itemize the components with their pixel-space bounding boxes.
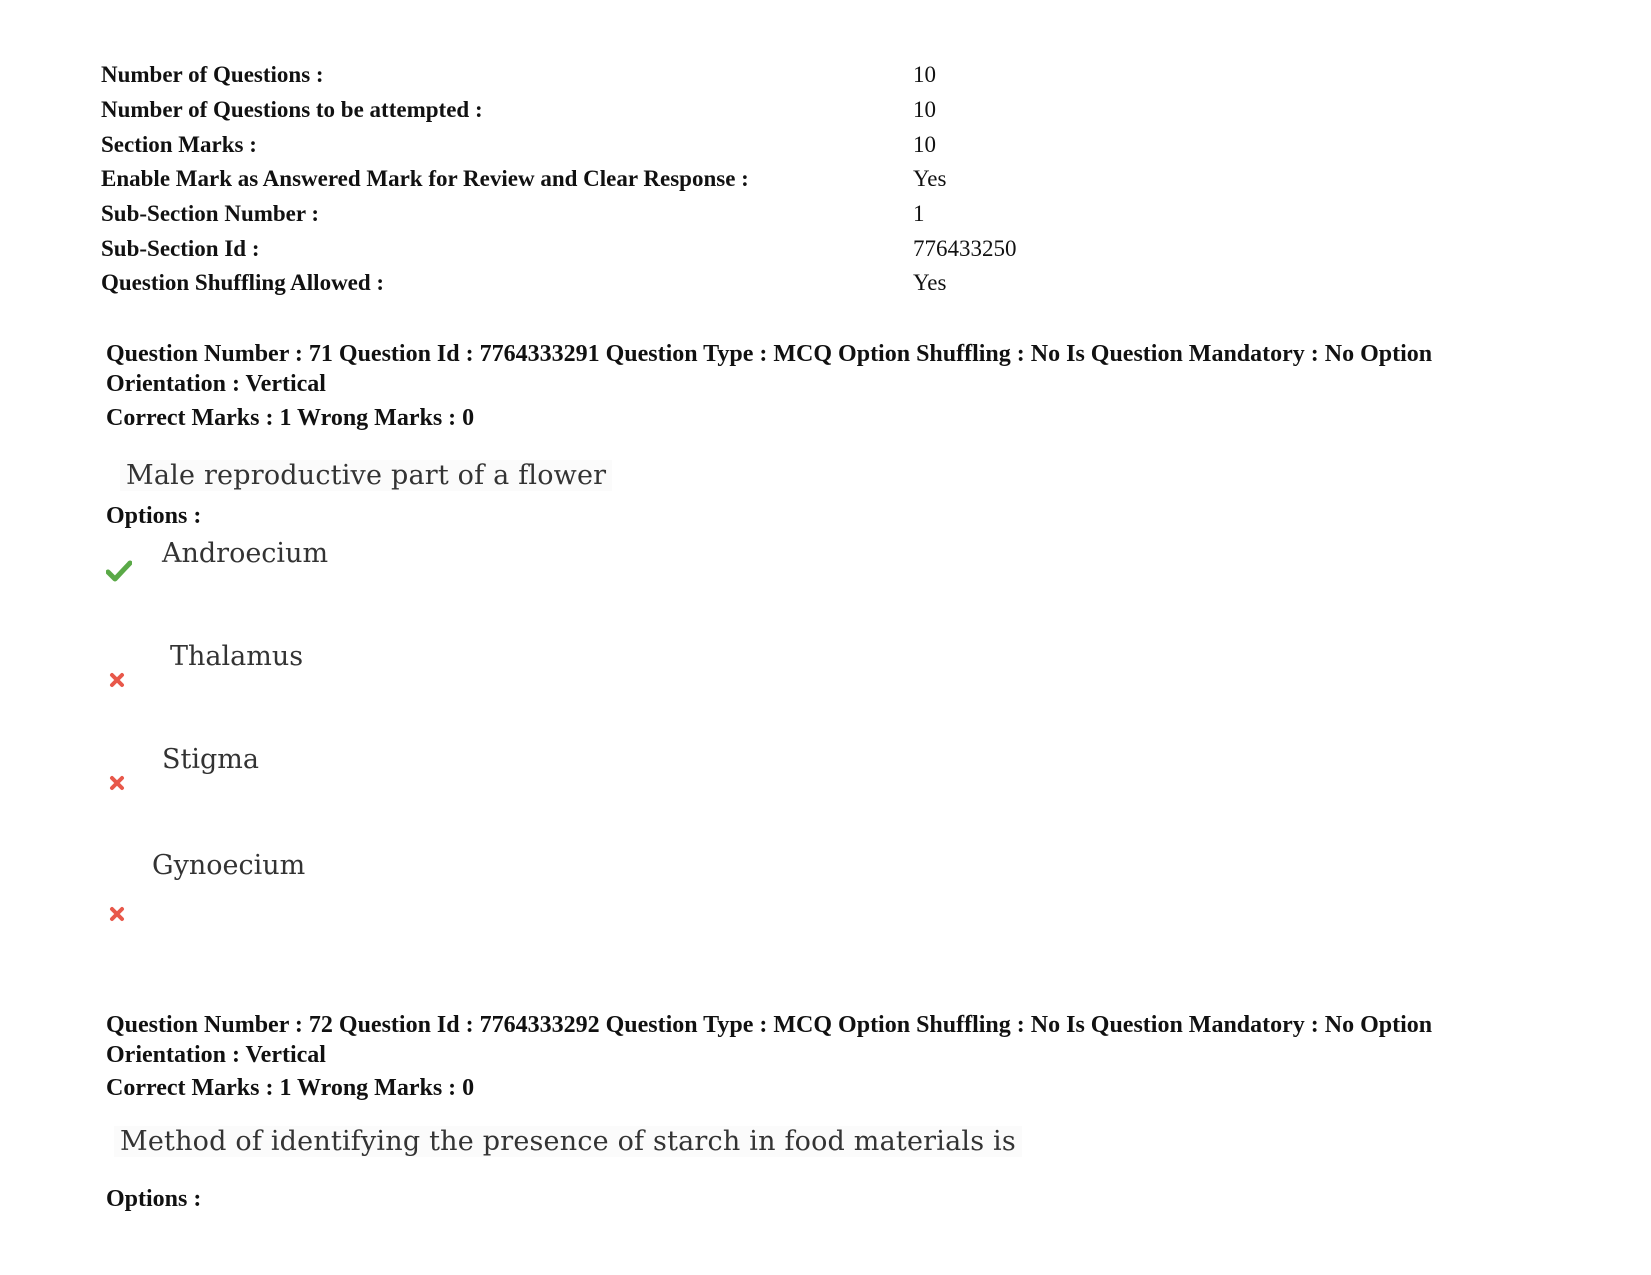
option-text: Stigma [162, 744, 259, 775]
info-value: Yes [913, 270, 947, 296]
info-label: Enable Mark as Answered Mark for Review and Clear Response : [101, 166, 749, 192]
question-marks: Correct Marks : 1 Wrong Marks : 0 [106, 405, 475, 431]
question-text: Method of identifying the presence of starch in food materials is [114, 1126, 1022, 1157]
info-value: 10 [913, 62, 936, 88]
options-label: Options : [106, 1186, 202, 1212]
question-header [106, 1010, 1546, 1070]
info-row [101, 266, 1301, 301]
info-row [101, 231, 1301, 266]
question-text: Male reproductive part of a flower [120, 460, 612, 491]
question-header [106, 339, 1546, 399]
info-label: Sub-Section Id : [101, 235, 260, 261]
option-text: Thalamus [170, 641, 304, 672]
info-value: 10 [913, 131, 936, 157]
question-header-line: Question Number : 72 Question Id : 7764333292 Question Type : MCQ Option Shuffling : No Is Question Mandatory : No Option [106, 1012, 1433, 1038]
info-label: Sub-Section Number : [101, 201, 320, 227]
info-label: Number of Questions to be attempted : [101, 97, 483, 123]
question-header-line: Question Number : 71 Question Id : 7764333291 Question Type : MCQ Option Shuffling : No Is Question Mandatory : No Option [106, 341, 1433, 367]
section-info [101, 58, 1301, 301]
info-row [101, 127, 1301, 162]
info-row [101, 93, 1301, 128]
info-label: Number of Questions : [101, 62, 324, 88]
options-label: Options : [106, 503, 202, 529]
question-header-line: Orientation : Vertical [106, 1042, 326, 1068]
check-icon [106, 560, 132, 582]
question-marks: Correct Marks : 1 Wrong Marks : 0 [106, 1075, 475, 1101]
option-text: Gynoecium [152, 850, 306, 881]
info-row [101, 162, 1301, 197]
question-header-line: Orientation : Vertical [106, 371, 326, 397]
info-value: 776433250 [913, 235, 1017, 261]
info-label: Section Marks : [101, 131, 257, 157]
cross-icon [109, 775, 125, 791]
info-row [101, 197, 1301, 232]
option-text: Androecium [162, 538, 329, 569]
cross-icon [109, 672, 125, 688]
info-row [101, 58, 1301, 93]
info-value: Yes [913, 166, 947, 192]
info-label: Question Shuffling Allowed : [101, 270, 385, 296]
info-value: 1 [913, 201, 925, 227]
info-value: 10 [913, 97, 936, 123]
cross-icon [109, 906, 125, 922]
